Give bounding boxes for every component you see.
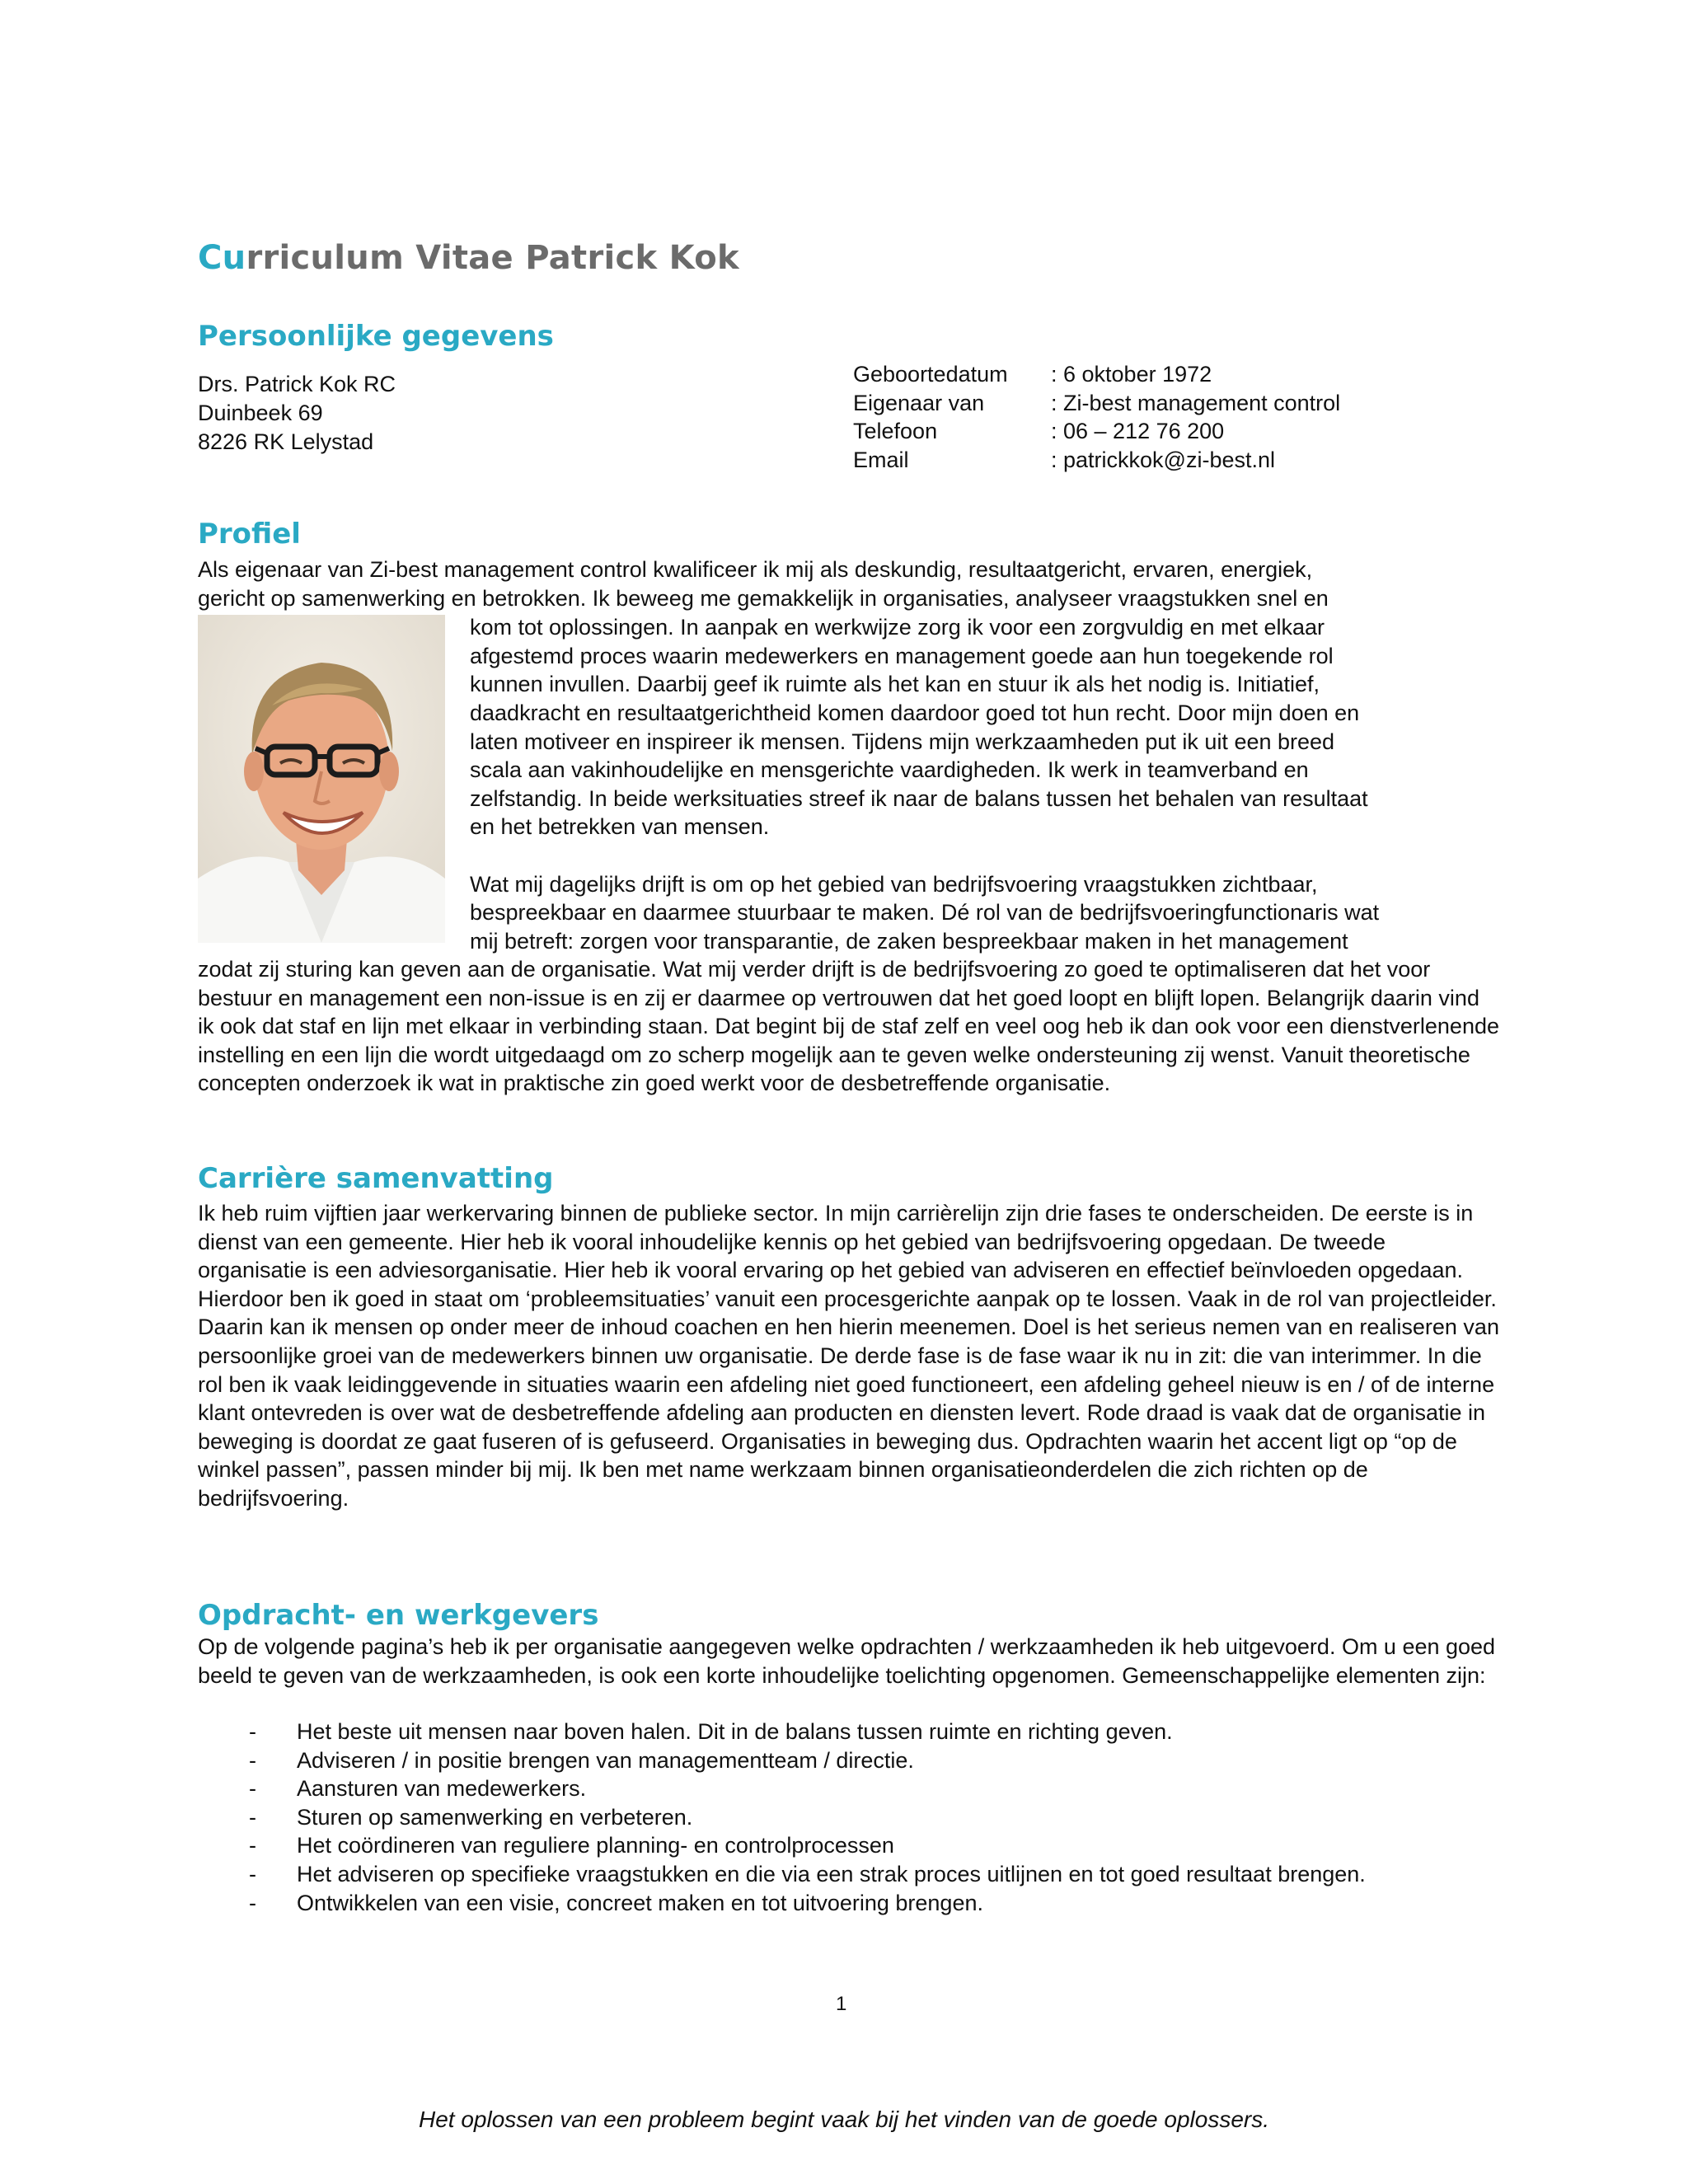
list-item-text: Aansturen van medewerkers.: [297, 1776, 587, 1802]
dash-bullet: -: [249, 1804, 256, 1830]
list-item: [198, 1774, 1517, 1803]
dash-bullet: -: [249, 1833, 256, 1858]
detail-value: : 06 – 212 76 200: [1051, 419, 1225, 444]
address-line: Drs. Patrick Kok RC: [198, 372, 396, 396]
detail-key: Email: [853, 447, 909, 472]
profile-line: gericht op samenwerking en betrokken. Ik beweeg me gemakkelijk in organisaties, analyseer vraagstukken snel en: [198, 586, 1329, 611]
profile-line: daadkracht en resultaatgerichtheid komen daardoor goed tot hun recht. Door mijn doen en: [470, 701, 1360, 725]
list-item: [198, 1889, 1517, 1918]
profile-photo: [198, 615, 445, 943]
profile-line: scala aan vakinhoudelijke en mensgerichte vaardigheden. Ik werk in teamverband en: [470, 757, 1309, 782]
detail-key: Telefoon: [853, 419, 938, 444]
dash-bullet: -: [249, 1776, 256, 1802]
page-title: [198, 239, 739, 277]
career-heading: Carrière samenvatting: [198, 1162, 554, 1195]
profile-paragraph: zodat zij sturing kan geven aan de organisatie. Wat mij verder drijft is de bedrijfsvoering zo goed te optimaliseren dat het voor bestuur en management een non-issue is en zij er daarmee op vertrouwen dat het goed loopt en blijft lopen. Belangrijk daarin vind ik ook dat staf en lijn met elkaar in verbinding staan. Dat begint bij de staf zelf en veel oog heb ik dan ook voor een dienstverlenende instelling en een lijn die wordt uitgedaagd om zo scherp mogelijk aan te geven welke ondersteuning zij wenst. Vanuit theoretische concepten onderzoek ik wat in praktische zin goed werkt voor de desbetreffende organisatie.: [198, 957, 1499, 1096]
detail-key: Geboortedatum: [853, 362, 1008, 387]
detail-row: [853, 391, 1340, 419]
detail-row: [853, 419, 1340, 448]
dash-bullet: -: [249, 1719, 256, 1744]
employers-paragraph: Op de volgende pagina’s heb ik per organisatie aangegeven welke opdrachten / werkzaamheden ik heb uitgevoerd. Om u een goed beeld te geven van de werkzaamheden, is ook een korte inhoudelijke toelichting opgenomen. Gemeenschappelijke elementen zijn:: [198, 1634, 1496, 1688]
profile-line: zelfstandig. In beide werksituaties streef ik naar de balans tussen het behalen van resultaat: [470, 786, 1368, 811]
page-number: 1: [836, 1993, 847, 2015]
profile-line: bespreekbaar en daarmee stuurbaar te maken. Dé rol van de bedrijfsvoeringfunctionaris wat: [470, 900, 1380, 925]
detail-value: : 6 oktober 1972: [1051, 362, 1212, 387]
career-paragraph: Ik heb ruim vijftien jaar werkervaring binnen de publieke sector. In mijn carrièrelijn zijn drie fases te onderscheiden. De eerste is in dienst van een gemeente. Hier heb ik vooral inhoudelijke kennis op het gebied van bedrijfsvoering opgedaan. De tweede organisatie is een adviesorganisatie. Hier heb ik vooral ervaring op het gebied van adviseren en effectief beïnvloeden opgedaan. Hierdoor ben ik goed in staat om ‘probleemsituaties’ vanuit een procesgerichte aanpak op te lossen. Vaak in de rol van projectleider. Daarin kan ik mensen op onder meer de inhoud coachen en hen hierin meenemen. Doel is het serieus nemen van en realiseren van persoonlijke groei van de medewerkers binnen uw organisatie. De derde fase is de fase waar ik nu in zit: die van interimmer. In die rol ben ik vaak leidinggevende in situaties waarin een afdeling niet goed functioneert, een afdeling geheel nieuw is en / of de interne klant ontevreden is over wat de desbetreffende afdeling aan producten en diensten levert. Rode draad is vaak dat de organisatie in beweging is doordat ze gaat fuseren of is gefuseerd. Organisaties in beweging dus. Opdrachten waarin het accent ligt op “op de winkel passen”, passen minder bij mij. Ik ben met name werkzaam binnen organisatieonderdelen die zich richten op de bedrijfsvoering.: [198, 1201, 1499, 1511]
title-rest: rriculum Vitae Patrick Kok: [246, 239, 739, 277]
address-block: [198, 370, 396, 457]
detail-row: [853, 448, 1340, 476]
profile-line: Wat mij dagelijks drijft is om op het gebied van bedrijfsvoering vraagstukken zichtbaar,: [470, 872, 1318, 897]
address-line: Duinbeek 69: [198, 401, 323, 425]
dash-bullet: -: [249, 1861, 256, 1886]
elements-list: [198, 1718, 1517, 1917]
list-item-text: Het beste uit mensen naar boven halen. Dit in de balans tussen ruimte en richting geven.: [297, 1719, 1173, 1744]
detail-value: : Zi-best management control: [1051, 390, 1341, 415]
title-accent: Cu: [198, 239, 246, 277]
profile-line: mij betreft: zorgen voor transparantie, de zaken bespreekbaar maken in het management: [470, 929, 1348, 954]
list-item-text: Het coördineren van reguliere planning- en controlprocessen: [297, 1833, 894, 1858]
list-item: [198, 1831, 1517, 1860]
dash-bullet: -: [249, 1890, 256, 1915]
profile-line: en het betrekken van mensen.: [470, 814, 770, 839]
profile-line: Als eigenaar van Zi-best management control kwalificeer ik mij als deskundig, resultaatgericht, ervaren, energiek,: [198, 557, 1313, 582]
list-item-text: Het adviseren op specifieke vraagstukken en die via een strak proces uitlijnen en tot goed resultaat brengen.: [297, 1861, 1366, 1886]
employers-heading: Opdracht- en werkgevers: [198, 1599, 599, 1632]
personal-details-table: [853, 362, 1340, 476]
list-item-text: Ontwikkelen van een visie, concreet maken en tot uitvoering brengen.: [297, 1890, 983, 1915]
profile-line: laten motiveer en inspireer ik mensen. Tijdens mijn werkzaamheden put ik uit een breed: [470, 729, 1335, 754]
profile-line: kom tot oplossingen. In aanpak en werkwijze zorg ik voor een zorgvuldig en met elkaar: [470, 615, 1325, 640]
detail-value: : patrickkok@zi-best.nl: [1051, 447, 1275, 472]
detail-key: Eigenaar van: [853, 390, 985, 415]
list-item-text: Sturen op samenwerking en verbeteren.: [297, 1804, 693, 1830]
list-item: [198, 1746, 1517, 1775]
profile-heading: Profiel: [198, 518, 301, 551]
list-item: [198, 1803, 1517, 1832]
personal-heading: Persoonlijke gegevens: [198, 320, 554, 353]
list-item: [198, 1860, 1517, 1889]
detail-row: [853, 362, 1340, 391]
profile-line: kunnen invullen. Daarbij geef ik ruimte als het kan en stuur ik als het nodig is. Initiatief,: [470, 672, 1320, 696]
address-line: 8226 RK Lelystad: [198, 429, 374, 454]
dash-bullet: -: [249, 1747, 256, 1773]
portrait-image: [198, 615, 445, 943]
profile-line: afgestemd proces waarin medewerkers en management goede aan hun toegekende rol: [470, 644, 1334, 668]
footer-quote: Het oplossen van een probleem begint vaak bij het vinden van de goede oplossers.: [418, 2107, 1270, 2132]
list-item-text: Adviseren / in positie brengen van managementteam / directie.: [297, 1747, 914, 1773]
list-item: [198, 1718, 1517, 1746]
